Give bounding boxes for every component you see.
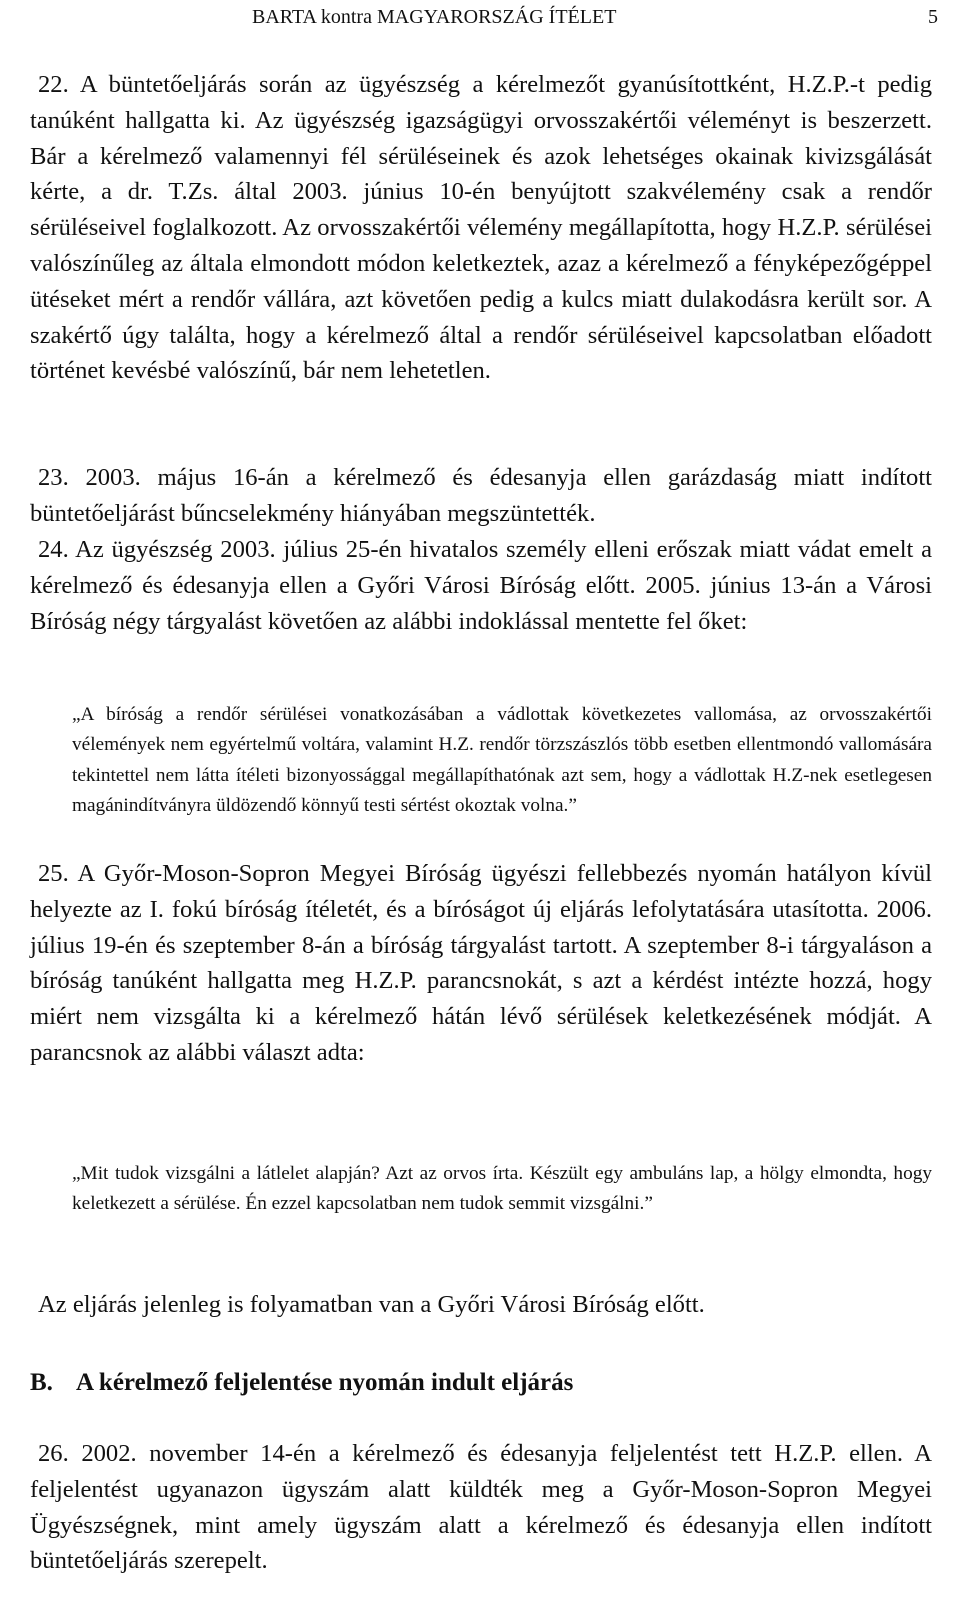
section-heading-b: [30, 1365, 573, 1401]
section-letter: B.: [30, 1369, 53, 1396]
paragraph-22: [30, 67, 932, 389]
section-title: A kérelmező feljelentése nyomán indult eljárás: [76, 1369, 574, 1396]
paragraph-pending-text: Az eljárás jelenleg is folyamatban van a Győri Városi Bíróság előtt.: [38, 1291, 705, 1318]
quotation-commander-answer-text: „Mit tudok vizsgálni a látlelet alapján? Azt az orvos írta. Készült egy ambuláns lap, a hölgy elmondta, hogy keletkezett a sérülése. Én ezzel kapcsolatban nem tudok semmit vizsgálni.”: [72, 1163, 932, 1215]
paragraph-23-text: 23. 2003. május 16-án a kérelmező és édesanyja ellen garázdaság miatt indított büntetőeljárást bűncselekmény hiányában megszüntették.: [30, 464, 932, 527]
paragraph-25: [30, 856, 932, 1071]
page-number: 5: [928, 6, 938, 28]
quotation-court-reasoning: [72, 700, 932, 822]
paragraph-24: [30, 532, 932, 639]
running-title: BARTA kontra MAGYARORSZÁG ÍTÉLET: [252, 6, 617, 28]
running-header: [30, 2, 938, 32]
paragraph-22-text: 22. A büntetőeljárás során az ügyészség a kérelmezőt gyanúsítottként, H.Z.P.-t pedig tanúként hallgatta ki. Az ügyészség igazságügyi orvosszakértői véleményt is beszerzett. Bár a kérelmező valamennyi fél sérüléseinek és azok lehetséges okainak kivizsgálását kérte, a dr. T.Zs. által 2003. június 10-én benyújtott szakvélemény csak a rendőr sérüléseivel foglalkozott. Az orvosszakértői vélemény megállapította, hogy H.Z.P. sérülései valószínűleg az általa elmondott módon keletkeztek, azaz a kérelmező a fényképezőgéppel ütéseket mért a rendőr vállára, azt követően pedig a kulcs miatt dulakodásra került sor. A szakértő úgy találta, hogy a kérelmező által a rendőr sérüléseivel kapcsolatban előadott történet kevésbé valószínű, bár nem lehetetlen.: [30, 71, 932, 385]
paragraph-26-text: 26. 2002. november 14-én a kérelmező és édesanyja feljelentést tett H.Z.P. ellen. A feljelentést ugyanazon ügyszám alatt küldték meg a Győr-Moson-Sopron Megyei Ügyészségnek, mint amely ügyszám alatt a kérelmező és édesanyja ellen indított büntetőeljárás szerepelt.: [30, 1440, 932, 1575]
paragraph-pending: [30, 1287, 932, 1323]
paragraph-23: [30, 460, 932, 532]
paragraph-25-text: 25. A Győr-Moson-Sopron Megyei Bíróság ügyészi fellebbezés nyomán hatályon kívül helyezte az I. fokú bíróság ítéletét, és a bíróságot új eljárás lefolytatására utasította. 2006. július 19-én és szeptember 8-án a bíróság tárgyalást tartott. A szeptember 8-i tárgyaláson a bíróság tanúként hallgatta meg H.Z.P. parancsnokát, s azt a kérdést intézte hozzá, hogy miért nem vizsgálta ki a kérelmező hátán lévő sérülések keletkezésének módját. A parancsnok az alábbi választ adta:: [30, 860, 932, 1066]
paragraph-26: [30, 1436, 932, 1579]
quotation-court-reasoning-text: „A bíróság a rendőr sérülései vonatkozásában a vádlottak következetes vallomása, az orvosszakértői vélemények nem egyértelmű voltára, valamint H.Z. rendőr törzszászlós több esetben ellentmondó vallomására tekintettel nem látta ítéleti bizonyossággal megállapíthatónak azt sem, hogy a vádlottak H.Z-nek esetlegesen magánindítványra üldözendő könnyű testi sértést okoztak volna.”: [72, 704, 932, 817]
quotation-commander-answer: [72, 1159, 932, 1220]
paragraph-24-text: 24. Az ügyészség 2003. július 25-én hivatalos személy elleni erőszak miatt vádat emelt a kérelmező és édesanyja ellen a Győri Városi Bíróság előtt. 2005. június 13-án a Városi Bíróság négy tárgyalást követően az alábbi indoklással mentette fel őket:: [30, 536, 932, 635]
